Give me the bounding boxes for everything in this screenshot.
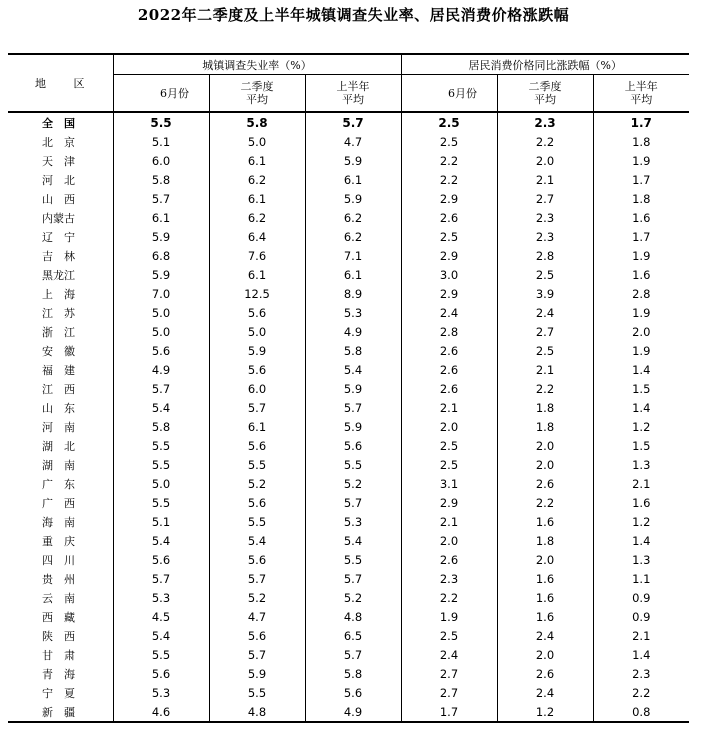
table-row <box>8 683 689 702</box>
statistics-table <box>8 53 689 723</box>
unemployment-june-cell: 5.0 <box>113 322 209 341</box>
unemployment-june-cell: 5.3 <box>113 588 209 607</box>
table-row <box>8 398 689 417</box>
cpi-june-cell: 2.0 <box>401 417 497 436</box>
cpi-june-cell: 2.6 <box>401 341 497 360</box>
cpi-june-cell: 2.2 <box>401 588 497 607</box>
unemployment-h1-cell: 5.7 <box>305 569 401 588</box>
cpi-h1-cell: 0.9 <box>593 607 689 626</box>
unemployment-q2-cell: 6.2 <box>209 208 305 227</box>
region-cell: 湖 北 <box>42 439 75 453</box>
cpi-q2-cell: 2.0 <box>497 151 593 170</box>
unemployment-q2-cell: 5.6 <box>209 436 305 455</box>
unemployment-h1-cell: 5.5 <box>305 550 401 569</box>
cpi-june-cell: 2.5 <box>401 626 497 645</box>
region-cell: 黑龙江 <box>42 268 75 282</box>
unemployment-q2-header: 二季度 平均 <box>209 75 305 113</box>
unemployment-q2-cell: 5.2 <box>209 474 305 493</box>
cpi-q2-cell: 2.0 <box>497 645 593 664</box>
table-row <box>8 569 689 588</box>
unemployment-q2-cell: 5.6 <box>209 550 305 569</box>
cpi-june-cell: 2.5 <box>401 132 497 151</box>
region-cell: 全 国 <box>42 116 75 130</box>
cpi-h1-cell: 1.8 <box>593 189 689 208</box>
cpi-june-cell: 2.2 <box>401 170 497 189</box>
table-row <box>8 664 689 683</box>
cpi-june-cell: 3.0 <box>401 265 497 284</box>
unemployment-june-cell: 5.1 <box>113 132 209 151</box>
unemployment-june-cell: 7.0 <box>113 284 209 303</box>
region-cell: 新 疆 <box>8 702 113 722</box>
unemployment-h1-cell: 4.8 <box>305 607 401 626</box>
cpi-june-cell: 2.7 <box>401 683 497 702</box>
unemployment-h1-cell: 5.6 <box>305 683 401 702</box>
cpi-june-cell: 2.4 <box>401 645 497 664</box>
cpi-q2-cell: 2.7 <box>497 322 593 341</box>
cpi-q2-cell: 2.0 <box>497 436 593 455</box>
table-row <box>8 417 689 436</box>
cpi-june-cell: 2.9 <box>401 246 497 265</box>
cpi-q2-cell: 2.5 <box>497 341 593 360</box>
unemployment-h1-cell: 5.5 <box>305 455 401 474</box>
region-cell: 天 津 <box>42 154 75 168</box>
table-row <box>8 132 689 151</box>
table-row <box>8 531 689 550</box>
unemployment-q2-cell: 6.2 <box>209 170 305 189</box>
unemployment-q2-cell: 6.1 <box>209 417 305 436</box>
cpi-q2-cell: 2.1 <box>497 170 593 189</box>
cpi-q2-cell: 2.4 <box>497 626 593 645</box>
region-cell: 陕 西 <box>42 629 75 643</box>
unemployment-h1-cell: 5.3 <box>305 303 401 322</box>
unemployment-group-header: 城镇调查失业率（%） <box>113 54 401 75</box>
cpi-h1-cell: 2.0 <box>593 322 689 341</box>
unemployment-h1-cell: 5.7 <box>305 645 401 664</box>
cpi-june-cell: 2.7 <box>401 664 497 683</box>
unemployment-h1-cell: 5.6 <box>305 436 401 455</box>
cpi-june-cell: 2.3 <box>401 569 497 588</box>
unemployment-q2-cell: 5.2 <box>209 588 305 607</box>
cpi-q2-cell: 1.6 <box>497 607 593 626</box>
unemployment-june-cell: 5.7 <box>113 569 209 588</box>
region-cell: 上 海 <box>42 287 75 301</box>
cpi-june-cell: 2.5 <box>401 112 497 132</box>
table-row <box>8 493 689 512</box>
region-cell: 江 西 <box>42 382 75 396</box>
unemployment-h1-cell: 5.7 <box>305 112 401 132</box>
unemployment-june-cell: 5.7 <box>113 189 209 208</box>
unemployment-q2-cell: 5.0 <box>209 132 305 151</box>
cpi-h1-cell: 1.9 <box>593 151 689 170</box>
region-cell: 辽 宁 <box>42 230 75 244</box>
cpi-june-cell: 1.9 <box>401 607 497 626</box>
unemployment-june-cell: 5.8 <box>113 417 209 436</box>
unemployment-june-cell: 4.9 <box>113 360 209 379</box>
table-row <box>8 588 689 607</box>
unemployment-june-cell: 4.6 <box>113 702 209 722</box>
region-cell: 青 海 <box>42 667 75 681</box>
region-cell: 广 西 <box>42 496 75 510</box>
table-row <box>8 512 689 531</box>
unemployment-h1-cell: 5.7 <box>305 493 401 512</box>
table-row <box>8 284 689 303</box>
region-cell: 内蒙古 <box>42 211 75 225</box>
cpi-june-cell: 2.6 <box>401 379 497 398</box>
cpi-q2-cell: 1.8 <box>497 417 593 436</box>
cpi-june-cell: 3.1 <box>401 474 497 493</box>
region-cell: 北 京 <box>42 135 75 149</box>
unemployment-june-cell: 5.4 <box>113 398 209 417</box>
cpi-q2-cell: 1.8 <box>497 398 593 417</box>
table-row <box>8 455 689 474</box>
cpi-h1-cell: 1.6 <box>593 208 689 227</box>
unemployment-june-cell: 5.4 <box>113 531 209 550</box>
region-cell: 贵 州 <box>42 572 75 586</box>
unemployment-june-cell: 6.1 <box>113 208 209 227</box>
cpi-q2-cell: 2.0 <box>497 550 593 569</box>
cpi-h1-header: 上半年 平均 <box>593 75 689 113</box>
cpi-q2-cell: 2.5 <box>497 265 593 284</box>
unemployment-june-cell: 5.6 <box>113 341 209 360</box>
unemployment-h1-cell: 7.1 <box>305 246 401 265</box>
unemployment-q2-cell: 6.1 <box>209 151 305 170</box>
table-row <box>8 227 689 246</box>
table-row <box>8 151 689 170</box>
unemployment-h1-cell: 5.9 <box>305 417 401 436</box>
unemployment-h1-header: 上半年 平均 <box>305 75 401 113</box>
cpi-h1-cell: 2.2 <box>593 683 689 702</box>
cpi-june-cell: 2.5 <box>401 436 497 455</box>
unemployment-q2-cell: 5.5 <box>209 455 305 474</box>
table-row <box>8 379 689 398</box>
table-row <box>8 360 689 379</box>
region-cell: 甘 肃 <box>42 648 75 662</box>
cpi-q2-cell: 2.2 <box>497 493 593 512</box>
unemployment-h1-cell: 5.7 <box>305 398 401 417</box>
cpi-june-cell: 2.1 <box>401 512 497 531</box>
table-row <box>8 189 689 208</box>
region-cell: 山 西 <box>42 192 75 206</box>
cpi-h1-cell: 1.6 <box>593 493 689 512</box>
unemployment-q2-cell: 5.7 <box>209 645 305 664</box>
unemployment-q2-cell: 5.9 <box>209 341 305 360</box>
cpi-h1-cell: 0.8 <box>593 702 689 722</box>
region-cell: 湖 南 <box>42 458 75 472</box>
cpi-q2-cell: 1.6 <box>497 569 593 588</box>
cpi-q2-cell: 2.2 <box>497 379 593 398</box>
cpi-june-cell: 2.8 <box>401 322 497 341</box>
unemployment-june-cell: 5.8 <box>113 170 209 189</box>
region-cell: 云 南 <box>42 591 75 605</box>
cpi-h1-cell: 1.3 <box>593 455 689 474</box>
region-cell: 重 庆 <box>42 534 75 548</box>
region-cell: 安 徽 <box>42 344 75 358</box>
unemployment-h1-cell: 5.2 <box>305 588 401 607</box>
unemployment-q2-cell: 5.8 <box>209 112 305 132</box>
cpi-group-header: 居民消费价格同比涨跌幅（%） <box>401 54 689 75</box>
unemployment-june-cell: 5.6 <box>113 664 209 683</box>
cpi-june-cell: 1.7 <box>401 702 497 722</box>
cpi-h1-cell: 1.7 <box>593 112 689 132</box>
cpi-h1-cell: 1.4 <box>593 645 689 664</box>
cpi-q2-cell: 1.8 <box>497 531 593 550</box>
unemployment-q2-cell: 6.4 <box>209 227 305 246</box>
unemployment-h1-cell: 4.7 <box>305 132 401 151</box>
cpi-h1-cell: 2.8 <box>593 284 689 303</box>
unemployment-h1-cell: 5.8 <box>305 664 401 683</box>
table-row <box>8 702 689 722</box>
cpi-q2-cell: 1.6 <box>497 512 593 531</box>
unemployment-h1-cell: 5.3 <box>305 512 401 531</box>
unemployment-q2-cell: 4.7 <box>209 607 305 626</box>
unemployment-q2-cell: 5.6 <box>209 303 305 322</box>
unemployment-june-cell: 5.1 <box>113 512 209 531</box>
unemployment-june-cell: 4.5 <box>113 607 209 626</box>
unemployment-q2-cell: 5.6 <box>209 493 305 512</box>
unemployment-h1-cell: 5.9 <box>305 151 401 170</box>
unemployment-h1-cell: 4.9 <box>305 322 401 341</box>
unemployment-h1-cell: 4.9 <box>305 702 401 722</box>
unemployment-june-cell: 5.0 <box>113 474 209 493</box>
cpi-june-cell: 2.2 <box>401 151 497 170</box>
table-row <box>8 626 689 645</box>
unemployment-june-cell: 5.6 <box>113 550 209 569</box>
cpi-june-cell: 2.9 <box>401 493 497 512</box>
cpi-h1-cell: 1.9 <box>593 246 689 265</box>
cpi-q2-cell: 2.6 <box>497 474 593 493</box>
unemployment-june-cell: 5.5 <box>113 493 209 512</box>
region-cell: 广 东 <box>42 477 75 491</box>
unemployment-june-cell: 5.7 <box>113 379 209 398</box>
cpi-june-cell: 2.4 <box>401 303 497 322</box>
cpi-h1-cell: 1.4 <box>593 398 689 417</box>
table-row <box>8 170 689 189</box>
cpi-q2-header: 二季度 平均 <box>497 75 593 113</box>
cpi-q2-cell: 2.8 <box>497 246 593 265</box>
unemployment-june-cell: 5.3 <box>113 683 209 702</box>
region-cell: 宁 夏 <box>42 686 75 700</box>
region-cell: 江 苏 <box>42 306 75 320</box>
region-cell: 山 东 <box>42 401 75 415</box>
page-title: 2022年二季度及上半年城镇调查失业率、居民消费价格涨跌幅 <box>137 6 570 24</box>
unemployment-q2-cell: 7.6 <box>209 246 305 265</box>
cpi-h1-cell: 1.5 <box>593 379 689 398</box>
cpi-q2-cell: 1.2 <box>497 702 593 722</box>
unemployment-q2-cell: 5.5 <box>209 512 305 531</box>
cpi-h1-cell: 1.1 <box>593 569 689 588</box>
unemployment-h1-cell: 6.5 <box>305 626 401 645</box>
cpi-h1-cell: 1.9 <box>593 341 689 360</box>
unemployment-june-cell: 5.5 <box>113 436 209 455</box>
cpi-june-cell: 2.0 <box>401 531 497 550</box>
unemployment-june-cell: 5.5 <box>113 112 209 132</box>
region-cell: 浙 江 <box>42 325 75 339</box>
cpi-june-cell: 2.1 <box>401 398 497 417</box>
table-row <box>8 265 689 284</box>
unemployment-q2-cell: 5.5 <box>209 683 305 702</box>
cpi-q2-cell: 2.0 <box>497 455 593 474</box>
table-row <box>8 550 689 569</box>
unemployment-q2-cell: 5.7 <box>209 398 305 417</box>
unemployment-june-cell: 5.5 <box>113 455 209 474</box>
unemployment-q2-cell: 5.7 <box>209 569 305 588</box>
unemployment-h1-cell: 8.9 <box>305 284 401 303</box>
cpi-h1-cell: 1.7 <box>593 170 689 189</box>
unemployment-q2-cell: 6.1 <box>209 265 305 284</box>
table-row <box>8 322 689 341</box>
unemployment-june-header: 6月份 <box>113 75 209 113</box>
cpi-q2-cell: 2.7 <box>497 189 593 208</box>
unemployment-june-cell: 6.0 <box>113 151 209 170</box>
cpi-h1-cell: 1.4 <box>593 531 689 550</box>
region-cell: 福 建 <box>42 363 75 377</box>
unemployment-h1-cell: 6.2 <box>305 227 401 246</box>
unemployment-h1-cell: 5.8 <box>305 341 401 360</box>
unemployment-h1-cell: 5.4 <box>305 531 401 550</box>
cpi-june-cell: 2.5 <box>401 455 497 474</box>
unemployment-q2-cell: 6.1 <box>209 189 305 208</box>
table-row-national <box>8 112 689 132</box>
unemployment-q2-cell: 5.0 <box>209 322 305 341</box>
unemployment-june-cell: 6.8 <box>113 246 209 265</box>
cpi-h1-cell: 1.9 <box>593 303 689 322</box>
cpi-h1-cell: 1.5 <box>593 436 689 455</box>
cpi-q2-cell: 2.3 <box>497 208 593 227</box>
cpi-q2-cell: 2.3 <box>497 227 593 246</box>
unemployment-june-cell: 5.4 <box>113 626 209 645</box>
cpi-h1-cell: 1.2 <box>593 417 689 436</box>
unemployment-h1-cell: 5.2 <box>305 474 401 493</box>
cpi-q2-cell: 2.3 <box>497 112 593 132</box>
unemployment-q2-cell: 12.5 <box>209 284 305 303</box>
cpi-h1-cell: 1.3 <box>593 550 689 569</box>
table-row <box>8 208 689 227</box>
cpi-h1-cell: 2.1 <box>593 626 689 645</box>
cpi-h1-cell: 1.2 <box>593 512 689 531</box>
cpi-h1-cell: 1.4 <box>593 360 689 379</box>
cpi-h1-cell: 0.9 <box>593 588 689 607</box>
cpi-q2-cell: 2.1 <box>497 360 593 379</box>
cpi-h1-cell: 2.1 <box>593 474 689 493</box>
cpi-june-cell: 2.6 <box>401 208 497 227</box>
unemployment-h1-cell: 5.9 <box>305 189 401 208</box>
unemployment-june-cell: 5.5 <box>113 645 209 664</box>
cpi-h1-cell: 1.8 <box>593 132 689 151</box>
table-body <box>8 112 689 722</box>
table-row <box>8 303 689 322</box>
cpi-june-cell: 2.6 <box>401 550 497 569</box>
cpi-q2-cell: 2.2 <box>497 132 593 151</box>
cpi-h1-cell: 2.3 <box>593 664 689 683</box>
region-cell: 西 藏 <box>42 610 75 624</box>
cpi-q2-cell: 2.4 <box>497 303 593 322</box>
cpi-h1-cell: 1.7 <box>593 227 689 246</box>
cpi-june-cell: 2.5 <box>401 227 497 246</box>
cpi-june-cell: 2.6 <box>401 360 497 379</box>
unemployment-h1-cell: 5.9 <box>305 379 401 398</box>
table-row <box>8 436 689 455</box>
cpi-june-header: 6月份 <box>401 75 497 113</box>
unemployment-q2-cell: 5.6 <box>209 360 305 379</box>
unemployment-q2-cell: 5.9 <box>209 664 305 683</box>
unemployment-june-cell: 5.9 <box>113 265 209 284</box>
unemployment-q2-cell: 4.8 <box>209 702 305 722</box>
region-cell: 吉 林 <box>42 249 75 263</box>
table-row <box>8 474 689 493</box>
unemployment-h1-cell: 6.1 <box>305 170 401 189</box>
unemployment-h1-cell: 6.2 <box>305 208 401 227</box>
cpi-q2-cell: 2.6 <box>497 664 593 683</box>
table-row <box>8 246 689 265</box>
region-cell: 河 北 <box>42 173 75 187</box>
unemployment-q2-cell: 5.4 <box>209 531 305 550</box>
table-row <box>8 341 689 360</box>
cpi-june-cell: 2.9 <box>401 189 497 208</box>
region-cell: 河 南 <box>42 420 75 434</box>
table-row <box>8 645 689 664</box>
unemployment-h1-cell: 5.4 <box>305 360 401 379</box>
cpi-q2-cell: 3.9 <box>497 284 593 303</box>
unemployment-june-cell: 5.9 <box>113 227 209 246</box>
cpi-q2-cell: 1.6 <box>497 588 593 607</box>
unemployment-q2-cell: 6.0 <box>209 379 305 398</box>
cpi-h1-cell: 1.6 <box>593 265 689 284</box>
region-cell: 海 南 <box>42 515 75 529</box>
unemployment-june-cell: 5.0 <box>113 303 209 322</box>
region-cell: 四 川 <box>42 553 75 567</box>
unemployment-h1-cell: 6.1 <box>305 265 401 284</box>
cpi-q2-cell: 2.4 <box>497 683 593 702</box>
table-row <box>8 607 689 626</box>
unemployment-q2-cell: 5.6 <box>209 626 305 645</box>
region-column-header: 地 区 <box>8 54 113 112</box>
cpi-june-cell: 2.9 <box>401 284 497 303</box>
